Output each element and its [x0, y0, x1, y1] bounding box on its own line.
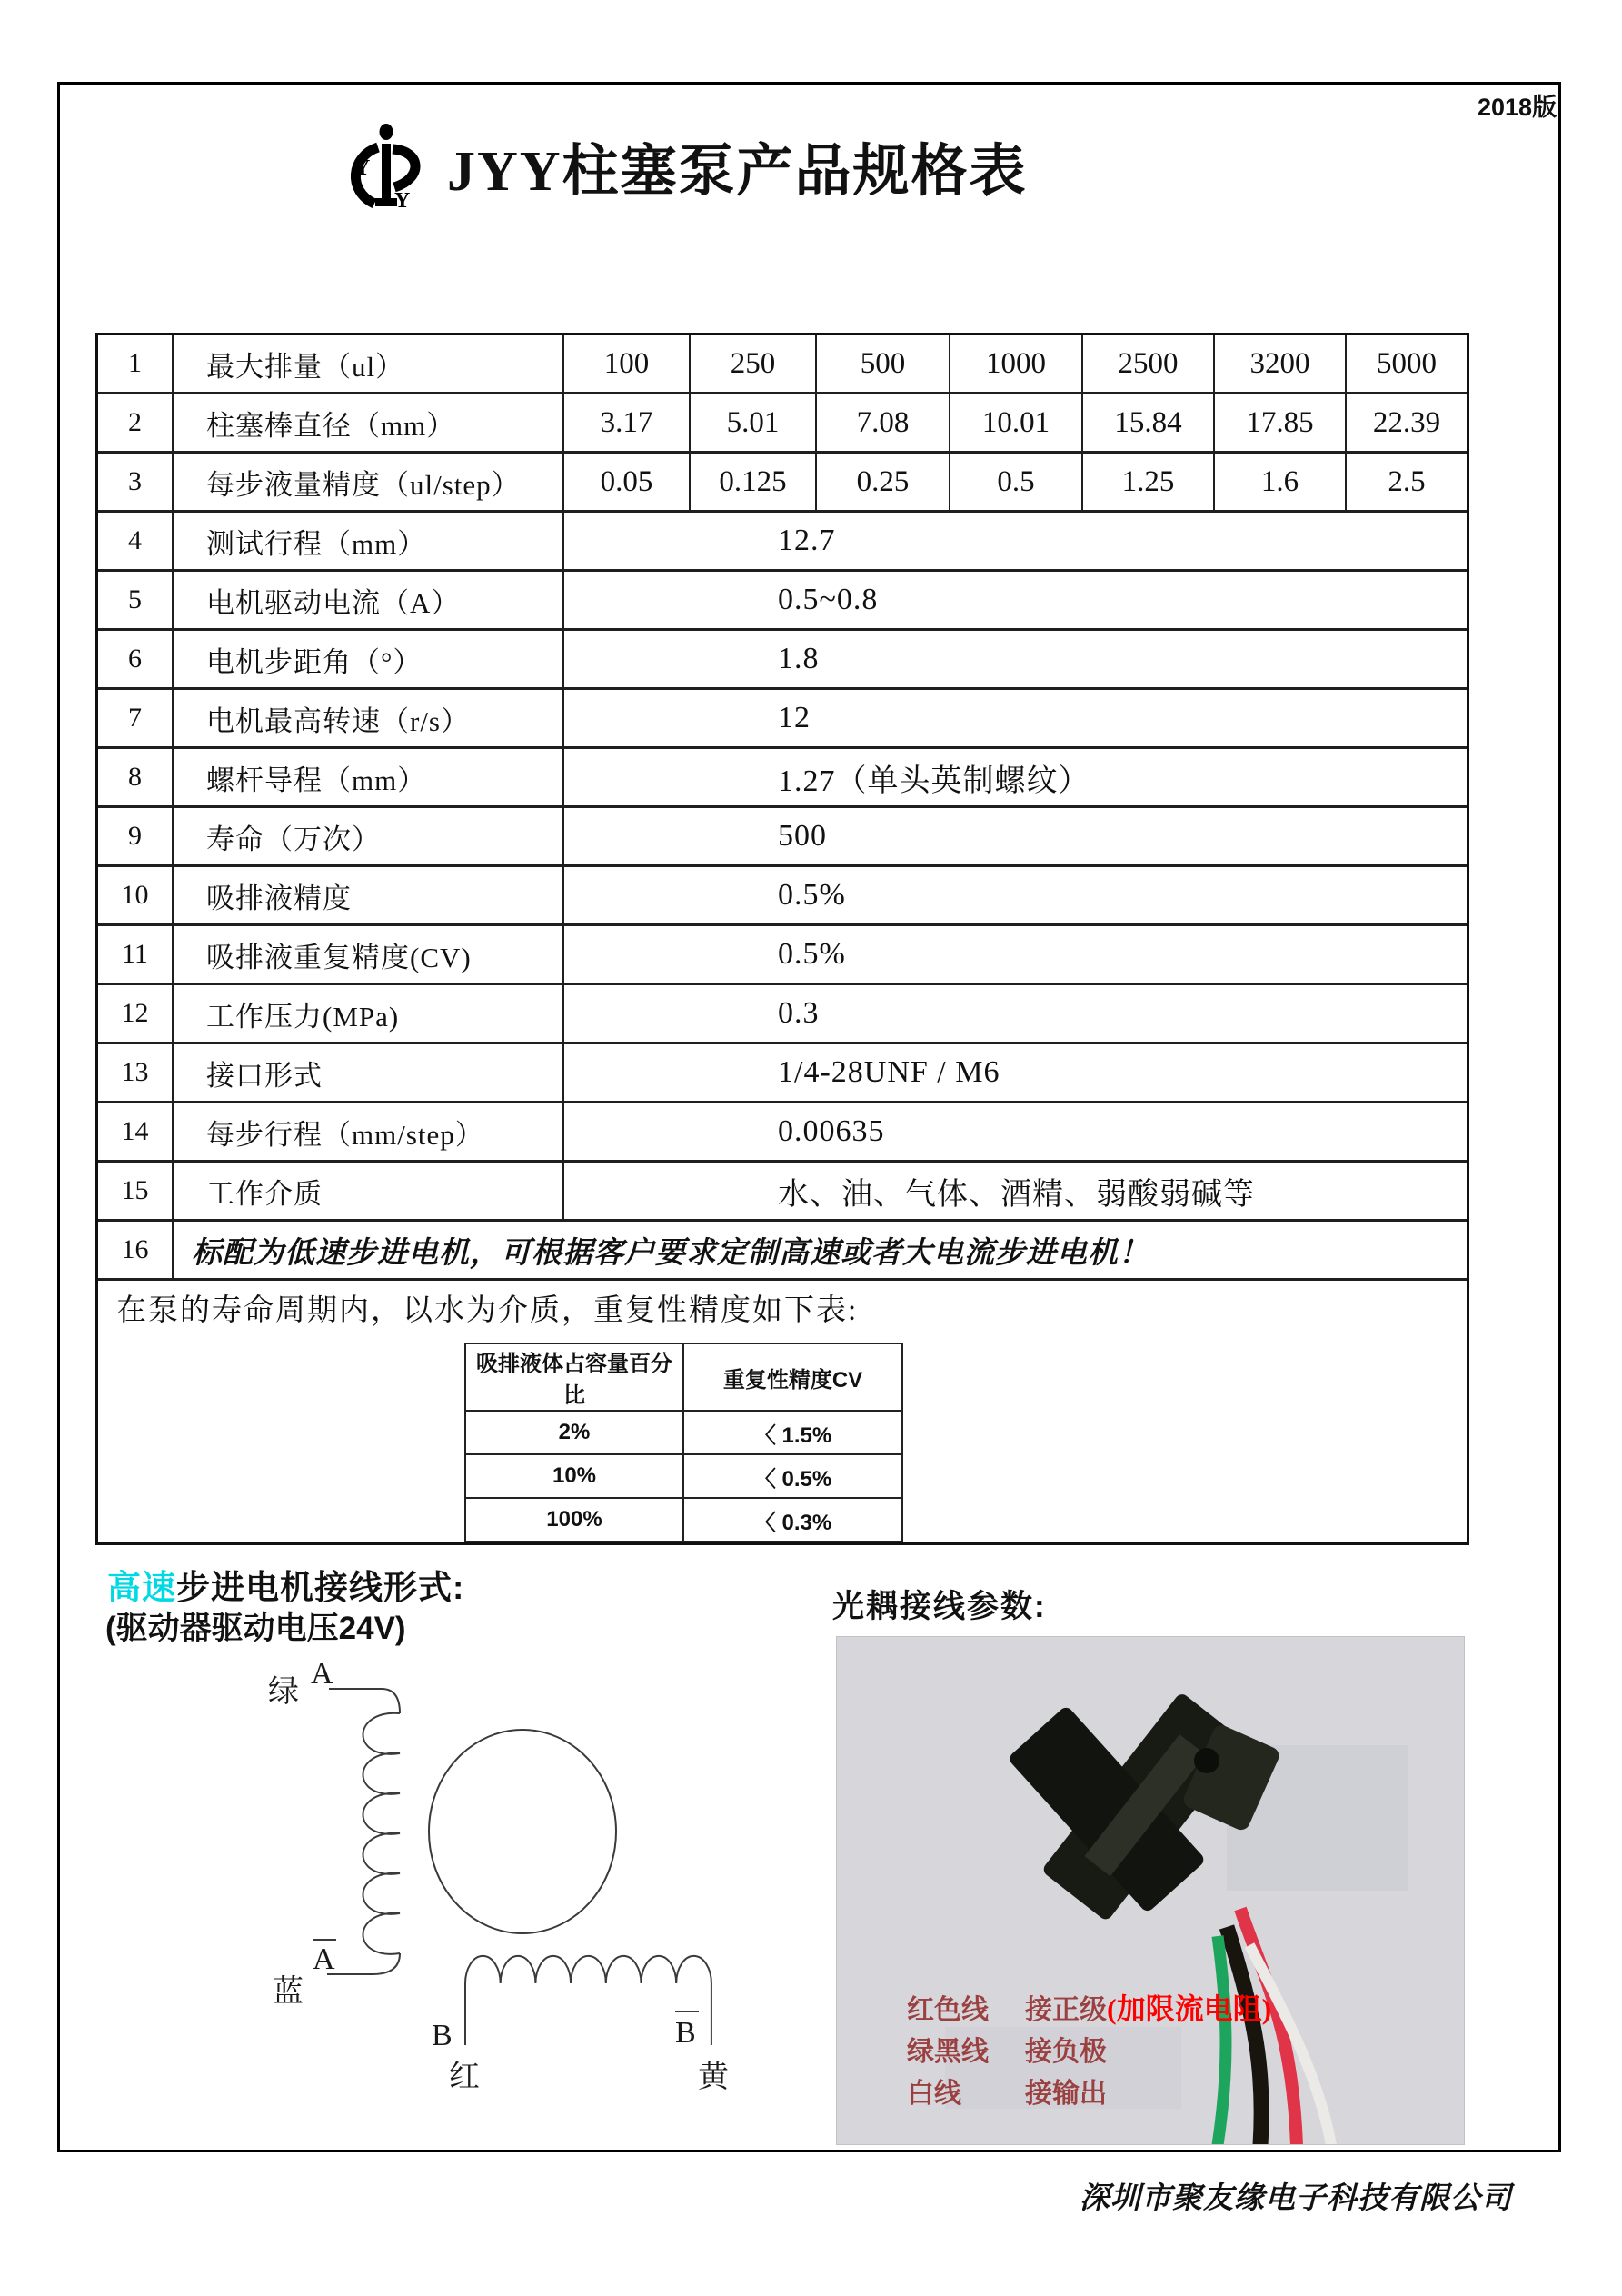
cv-cell: 〈 0.5%	[683, 1454, 902, 1498]
label-phase-a-bar: A	[313, 1942, 335, 1976]
row-no: 9	[98, 807, 173, 866]
cell-value: 7.08	[816, 394, 950, 453]
row-no: 10	[98, 866, 173, 925]
row-label: 工作介质	[173, 1162, 563, 1221]
cell-merged-value: 0.3	[563, 984, 1467, 1043]
cv-data-row	[465, 1498, 902, 1542]
table-row	[98, 1103, 1467, 1162]
row-no: 1	[98, 335, 173, 394]
row-no: 5	[98, 571, 173, 630]
wire-desc: 接负极	[1025, 2037, 1107, 2067]
precision-note: 在泵的寿命周期内，以水为介质，重复性精度如下表:	[116, 1294, 859, 1327]
cell-value: 2.5	[1346, 453, 1467, 512]
photo-wiring-notes	[907, 1989, 1271, 2114]
cell-merged-value: 0.5%	[563, 866, 1467, 925]
table-row	[98, 1043, 1467, 1103]
motor-wiring-diagram	[236, 1636, 745, 2100]
table-row	[98, 748, 1467, 807]
optocoupler-photo	[836, 1636, 1465, 2145]
cv-data-row	[465, 1411, 902, 1454]
row-no: 14	[98, 1103, 173, 1162]
row-no: 16	[98, 1221, 173, 1280]
row-no: 6	[98, 630, 173, 689]
table-row	[98, 925, 1467, 984]
company-name-footer: 深圳市聚友缘电子科技有限公司	[1080, 2182, 1512, 2215]
table-row	[98, 689, 1467, 748]
wire-a-bottom	[327, 1953, 400, 1974]
wire-name: 绿黑线	[907, 2037, 989, 2067]
cell-value: 0.25	[816, 453, 950, 512]
wiring-note-line	[907, 2072, 1271, 2114]
logo-letter-y2: Y	[394, 189, 411, 213]
wire-desc-emphasis: (加限流电阻)	[1107, 1992, 1272, 2025]
cell-merged-value: 0.5~0.8	[563, 571, 1467, 630]
table-row	[98, 394, 1467, 453]
row-no: 3	[98, 453, 173, 512]
row-no: 12	[98, 984, 173, 1043]
table-row	[98, 1221, 1467, 1280]
coil-a	[363, 1713, 401, 1954]
label-blue-wire: 蓝	[273, 1975, 304, 2009]
row-label: 电机最高转速（r/s）	[173, 689, 563, 748]
label-yellow-wire: 黄	[698, 2061, 729, 2094]
table-row	[98, 512, 1467, 571]
motor-config-note: 标配为低速步进电机，可根据客户要求定制高速或者大电流步进电机！	[173, 1221, 1467, 1280]
cell-value: 0.125	[690, 453, 816, 512]
table-row	[98, 571, 1467, 630]
motor-heading-highlight: 高速	[107, 1569, 176, 1606]
spec-table	[98, 335, 1467, 1281]
row-label: 接口形式	[173, 1043, 563, 1103]
cell-value: 1.25	[1082, 453, 1214, 512]
wire-desc: 接正级	[1025, 1995, 1107, 2025]
cell-merged-value: 0.5%	[563, 925, 1467, 984]
cell-value: 5000	[1346, 335, 1467, 394]
logo-right-swoosh	[393, 149, 415, 187]
row-label: 电机驱动电流（A）	[173, 571, 563, 630]
label-phase-b: B	[432, 2019, 453, 2052]
page-title: JYY柱塞泵产品规格表	[447, 141, 1028, 203]
cell-value: 250	[690, 335, 816, 394]
wiring-note-line	[907, 2031, 1271, 2072]
table-row	[98, 1162, 1467, 1221]
cell-value: 15.84	[1082, 394, 1214, 453]
spec-table-box	[95, 333, 1469, 1545]
cell-value: 3200	[1214, 335, 1346, 394]
motor-wiring-subheading: (驱动器驱动电压24V)	[105, 1611, 406, 1646]
row-label: 螺杆导程（mm）	[173, 748, 563, 807]
cell-merged-value: 12	[563, 689, 1467, 748]
row-label: 柱塞棒直径（mm）	[173, 394, 563, 453]
cell-value: 0.05	[563, 453, 690, 512]
table-row	[98, 335, 1467, 394]
motor-wiring-heading	[107, 1560, 464, 1609]
row-no: 8	[98, 748, 173, 807]
logo-letter-y1: Y	[354, 156, 371, 180]
label-green-wire: 绿	[268, 1675, 299, 1709]
row-no: 13	[98, 1043, 173, 1103]
cv-cell: 100%	[465, 1498, 683, 1542]
row-label: 工作压力(MPa)	[173, 984, 563, 1043]
wiring-note-line	[907, 1989, 1271, 2031]
table-row	[98, 866, 1467, 925]
table-row	[98, 984, 1467, 1043]
cv-cell: 〈 0.3%	[683, 1498, 902, 1542]
cv-cell: 2%	[465, 1411, 683, 1454]
row-label: 寿命（万次）	[173, 807, 563, 866]
cv-header-cell: 重复性精度CV	[683, 1343, 902, 1411]
optocoupler-heading: 光耦接线参数:	[832, 1589, 1047, 1624]
row-no: 11	[98, 925, 173, 984]
label-phase-a: A	[311, 1657, 333, 1691]
version-label: 2018版	[1478, 94, 1557, 121]
row-label: 电机步距角（°）	[173, 630, 563, 689]
cell-value: 100	[563, 335, 690, 394]
cv-header-cell: 吸排液体占容量百分比	[465, 1343, 683, 1411]
cell-merged-value: 水、油、气体、酒精、弱酸弱碱等	[563, 1162, 1467, 1221]
company-logo-icon	[343, 120, 425, 218]
cv-header-row	[465, 1343, 902, 1411]
label-phase-b-bar: B	[675, 2016, 696, 2050]
row-label: 最大排量（ul）	[173, 335, 563, 394]
wire-a-top	[329, 1689, 400, 1713]
cell-merged-value: 0.00635	[563, 1103, 1467, 1162]
table-row	[98, 630, 1467, 689]
cv-data-row	[465, 1454, 902, 1498]
cell-merged-value: 1.8	[563, 630, 1467, 689]
cell-value: 3.17	[563, 394, 690, 453]
row-label: 测试行程（mm）	[173, 512, 563, 571]
cell-value: 500	[816, 335, 950, 394]
cell-value: 0.5	[950, 453, 1082, 512]
row-label: 每步行程（mm/step）	[173, 1103, 563, 1162]
cell-merged-value: 500	[563, 807, 1467, 866]
cell-value: 2500	[1082, 335, 1214, 394]
cv-cell: 10%	[465, 1454, 683, 1498]
motor-body-circle	[429, 1730, 616, 1933]
table-row	[98, 807, 1467, 866]
wire-name: 红色线	[907, 1995, 989, 2025]
motor-heading-rest: 步进电机接线形式:	[176, 1569, 465, 1606]
cell-value: 17.85	[1214, 394, 1346, 453]
cell-value: 1000	[950, 335, 1082, 394]
row-no: 2	[98, 394, 173, 453]
cv-cell: 〈 1.5%	[683, 1411, 902, 1454]
cell-value: 10.01	[950, 394, 1082, 453]
cell-value: 22.39	[1346, 394, 1467, 453]
wire-name: 白线	[907, 2079, 961, 2109]
row-label: 每步液量精度（ul/step）	[173, 453, 563, 512]
table-row	[98, 453, 1467, 512]
row-no: 15	[98, 1162, 173, 1221]
row-label: 吸排液重复精度(CV)	[173, 925, 563, 984]
row-no: 7	[98, 689, 173, 748]
cell-value: 5.01	[690, 394, 816, 453]
cell-value: 1.6	[1214, 453, 1346, 512]
row-label: 吸排液精度	[173, 866, 563, 925]
row-no: 4	[98, 512, 173, 571]
cell-merged-value: 1/4-28UNF / M6	[563, 1043, 1467, 1103]
wire-desc: 接输出	[1025, 2079, 1107, 2109]
cell-merged-value: 1.27（单头英制螺纹）	[563, 748, 1467, 807]
label-red-wire: 红	[449, 2061, 480, 2094]
cv-table	[464, 1343, 903, 1542]
cell-merged-value: 12.7	[563, 512, 1467, 571]
